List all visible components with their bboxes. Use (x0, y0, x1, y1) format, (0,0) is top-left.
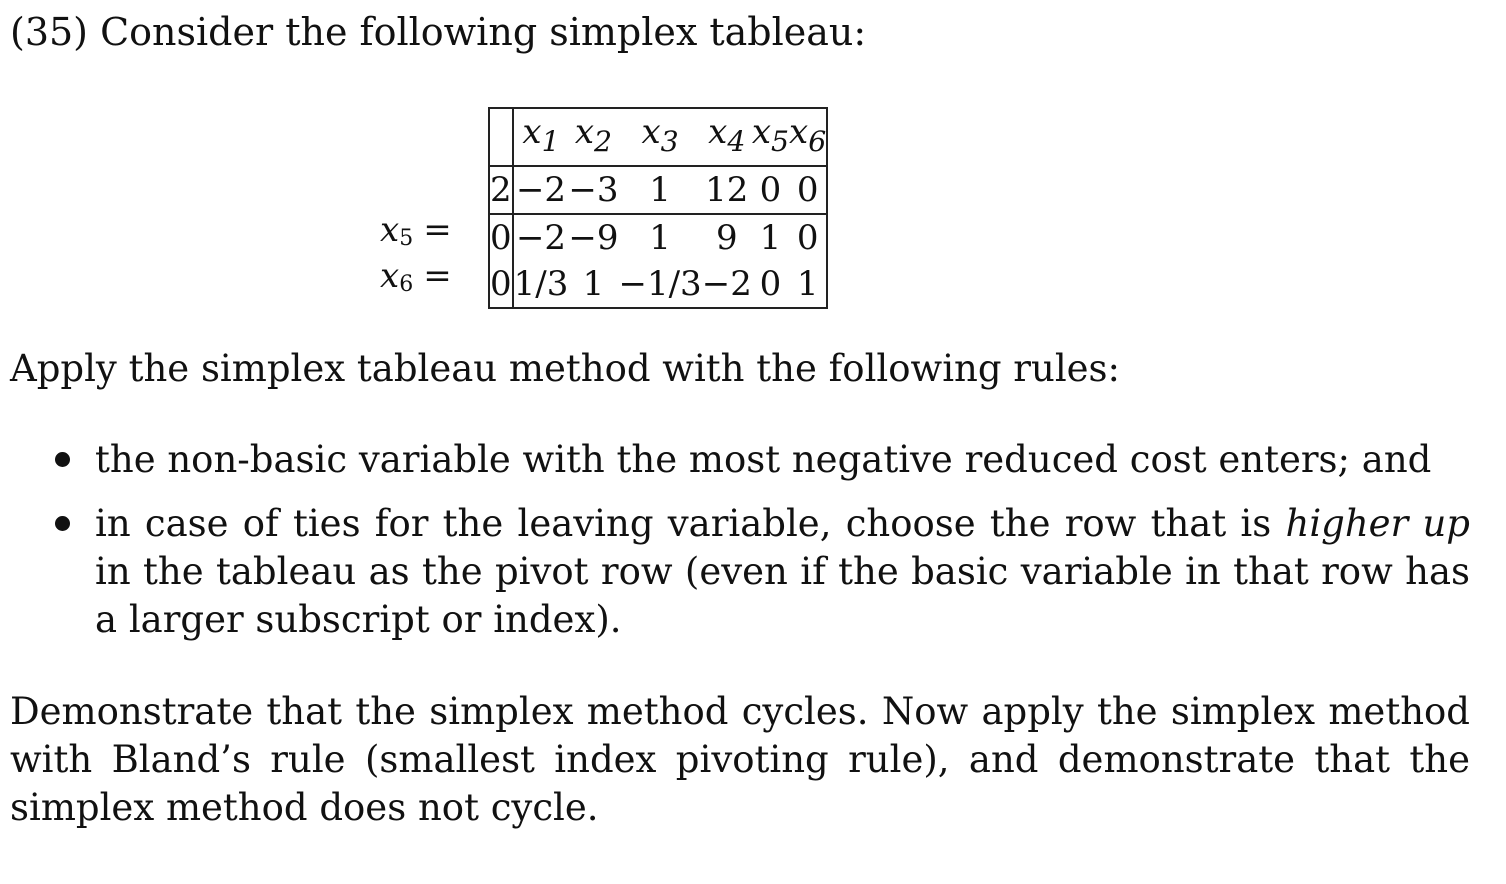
column-header-x1 (513, 108, 569, 166)
rhs-cell: 0 (489, 261, 513, 308)
column-var-subscript: 4 (727, 124, 746, 158)
rule-text-continued: in the tableau as the pivot row (even if the basic variable in that row has a larger subscript or index). (95, 550, 1470, 641)
basic-var-symbol: x (380, 256, 400, 296)
coefficient-cell: −1/3 (618, 263, 702, 304)
constraint-row-x6 (489, 261, 827, 308)
coefficient-cell: −2 (515, 217, 567, 258)
pivot-rules-list (50, 436, 1470, 660)
tableau-corner-cell (489, 108, 513, 166)
coefficient-cell: −9 (568, 217, 619, 258)
coefficient-cell: 0 (796, 217, 819, 258)
column-var-subscript: 3 (660, 124, 679, 158)
reduced-cost-cell: −3 (568, 166, 618, 214)
reduced-cost-cell: −2 (513, 166, 569, 214)
column-var-symbol: x (574, 112, 594, 152)
coefficient-cell: 0 (759, 263, 782, 304)
reduced-cost-cell: 0 (752, 166, 789, 214)
reduced-cost-cell: 12 (702, 166, 752, 214)
column-var-symbol: x (641, 112, 661, 152)
column-var-subscript: 6 (808, 124, 827, 158)
column-var-symbol: x (789, 112, 809, 152)
rhs-cell: 0 (489, 214, 513, 261)
coefficient-cell: 9 (715, 217, 738, 258)
rule-emphasis: higher up (1285, 502, 1470, 545)
equals-sign: = (423, 210, 452, 250)
column-var-symbol: x (751, 112, 772, 152)
coefficient-cell: −2 (701, 263, 752, 304)
pivot-rule-item (50, 436, 1470, 484)
rule-text: in case of ties for the leaving variable, choose the row that is (95, 502, 1286, 545)
coefficient-cell: 1 (649, 217, 671, 258)
closing-paragraph: Demonstrate that the simplex method cycles. Now apply the simplex method with Bland’s rule (smallest index pivoting rule), and demonstrate that the simplex method does not cycle. (10, 690, 1470, 829)
instructions-lead: Apply the simplex tableau method with the following rules: (10, 347, 1120, 390)
simplex-tableau (488, 107, 828, 309)
problem-heading: (35) Consider the following simplex tableau: (10, 10, 867, 54)
bullet-icon (55, 516, 70, 531)
objective-row (489, 166, 827, 214)
column-header-x4 (702, 108, 752, 166)
column-var-symbol: x (522, 112, 542, 152)
rule-text: the non-basic variable with the most negative reduced cost enters; and (95, 438, 1432, 481)
reduced-cost-cell: 0 (789, 166, 827, 214)
column-var-symbol: x (708, 112, 728, 152)
column-header-x2 (568, 108, 618, 166)
constraint-row-x5 (489, 214, 827, 261)
pivot-rule-item (50, 500, 1470, 644)
basic-var-symbol: x (380, 210, 400, 250)
coefficient-cell: 1 (582, 263, 605, 304)
reduced-cost-cell: 1 (618, 166, 701, 214)
basic-var-subscript: 6 (399, 272, 414, 297)
tableau-header-row (489, 108, 827, 166)
column-header-x3 (618, 108, 701, 166)
column-header-x6 (789, 108, 827, 166)
bullet-icon (55, 452, 70, 467)
column-header-x5 (752, 108, 789, 166)
equals-sign: = (423, 256, 452, 296)
coefficient-cell: 1 (759, 217, 782, 258)
column-var-subscript: 2 (594, 124, 613, 158)
basic-var-subscript: 5 (399, 226, 414, 251)
basic-var-label-row2 (380, 253, 476, 308)
column-var-subscript: 1 (541, 124, 560, 158)
coefficient-cell: 1 (796, 263, 819, 304)
objective-value-cell: 2 (489, 166, 513, 214)
column-var-subscript: 5 (771, 124, 790, 158)
coefficient-cell: 1/3 (513, 263, 569, 304)
